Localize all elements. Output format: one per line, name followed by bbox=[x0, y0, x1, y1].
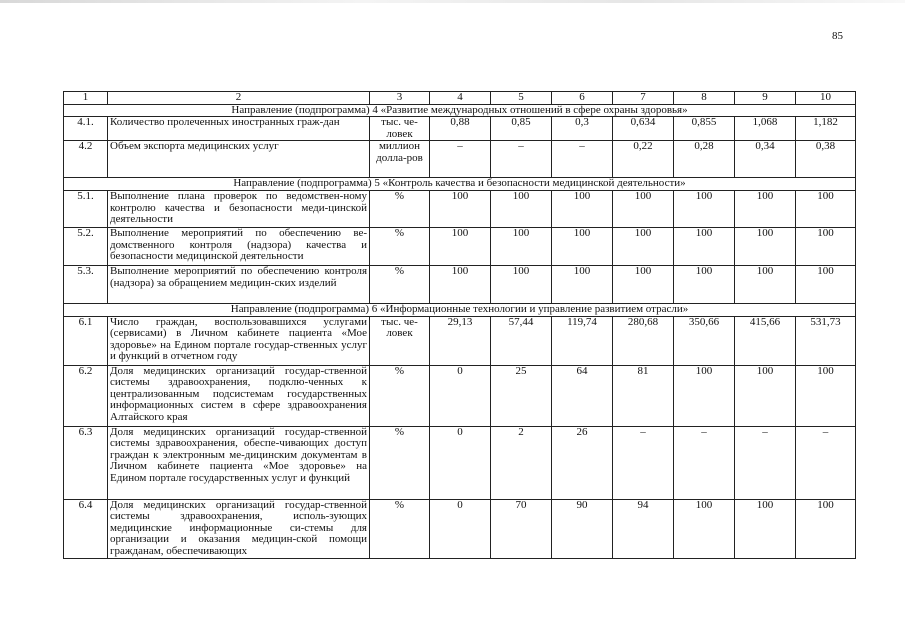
value-cell: 100 bbox=[674, 227, 735, 265]
value-cell: 119,74 bbox=[552, 316, 613, 365]
value-cell: 64 bbox=[552, 365, 613, 426]
indicators-table bbox=[63, 91, 856, 559]
value-cell: 100 bbox=[674, 365, 735, 426]
value-cell: 0,88 bbox=[430, 117, 491, 141]
scan-edge bbox=[0, 0, 905, 3]
value-cell: – bbox=[430, 141, 491, 178]
unit-of-measure: миллион долла-ров bbox=[370, 141, 430, 178]
value-cell: 26 bbox=[552, 426, 613, 499]
value-cell: 100 bbox=[491, 190, 552, 227]
indicator-description: Объем экспорта медицинских услуг bbox=[108, 141, 370, 178]
value-cell: 90 bbox=[552, 499, 613, 558]
indicator-description: Выполнение мероприятий по обеспечению ве-домственного контроля (надзора) качества и безопасности медицинской деятельности bbox=[108, 227, 370, 265]
value-cell: 100 bbox=[735, 499, 796, 558]
value-cell: 0 bbox=[430, 426, 491, 499]
column-number-row bbox=[64, 92, 856, 105]
value-cell: 0,85 bbox=[491, 117, 552, 141]
column-number-cell: 7 bbox=[613, 92, 674, 105]
indicator-description: Количество пролеченных иностранных граж-дан bbox=[108, 117, 370, 141]
value-cell: 100 bbox=[552, 227, 613, 265]
row-number: 4.1. bbox=[64, 117, 108, 141]
value-cell: 100 bbox=[796, 227, 856, 265]
section-title: Направление (подпрограмма) 4 «Развитие международных отношений в сфере охраны здоровья» bbox=[64, 104, 856, 117]
row-number: 6.2 bbox=[64, 365, 108, 426]
column-number-cell: 8 bbox=[674, 92, 735, 105]
column-number-cell: 10 bbox=[796, 92, 856, 105]
column-number-cell: 1 bbox=[64, 92, 108, 105]
indicator-description: Доля медицинских организаций государ-ственной системы здравоохранения, обеспе-чивающих доступ граждан к электронным ме-дицинским документам в Личном кабинете пациента «Мое здоровье» на Едином портале государственных услуг и функций bbox=[108, 426, 370, 499]
value-cell: 100 bbox=[613, 227, 674, 265]
value-cell: 0,22 bbox=[613, 141, 674, 178]
value-cell: 100 bbox=[491, 265, 552, 303]
unit-of-measure: тыс. че-ловек bbox=[370, 316, 430, 365]
page-number: 85 bbox=[832, 30, 843, 42]
value-cell: – bbox=[552, 141, 613, 178]
value-cell: – bbox=[491, 141, 552, 178]
value-cell: 100 bbox=[430, 227, 491, 265]
unit-of-measure: тыс. че-ловек bbox=[370, 117, 430, 141]
value-cell: 70 bbox=[491, 499, 552, 558]
value-cell: 0,38 bbox=[796, 141, 856, 178]
section-title: Направление (подпрограмма) 6 «Информационные технологии и управление развитием отрасли» bbox=[64, 303, 856, 316]
value-cell: 100 bbox=[735, 190, 796, 227]
column-number-cell: 4 bbox=[430, 92, 491, 105]
column-number-cell: 3 bbox=[370, 92, 430, 105]
value-cell: 100 bbox=[674, 265, 735, 303]
table-row bbox=[64, 316, 856, 365]
value-cell: 100 bbox=[796, 499, 856, 558]
value-cell: 0,855 bbox=[674, 117, 735, 141]
indicator-description: Число граждан, воспользовавшихся услугами (сервисами) в Личном кабинете пациента «Мое здоровье» на Едином портале государ-ственных услуг и функций в отчетном году bbox=[108, 316, 370, 365]
column-number-cell: 9 bbox=[735, 92, 796, 105]
value-cell: 1,182 bbox=[796, 117, 856, 141]
table-row bbox=[64, 227, 856, 265]
section-header-row bbox=[64, 178, 856, 191]
unit-of-measure: % bbox=[370, 365, 430, 426]
unit-of-measure: % bbox=[370, 190, 430, 227]
value-cell: 415,66 bbox=[735, 316, 796, 365]
row-number: 6.1 bbox=[64, 316, 108, 365]
section-header-row bbox=[64, 104, 856, 117]
value-cell: 81 bbox=[613, 365, 674, 426]
value-cell: 0,3 bbox=[552, 117, 613, 141]
row-number: 6.4 bbox=[64, 499, 108, 558]
row-number: 4.2 bbox=[64, 141, 108, 178]
value-cell: 2 bbox=[491, 426, 552, 499]
value-cell: 0,634 bbox=[613, 117, 674, 141]
table-row bbox=[64, 499, 856, 558]
value-cell: 0,34 bbox=[735, 141, 796, 178]
table-row bbox=[64, 190, 856, 227]
row-number: 5.3. bbox=[64, 265, 108, 303]
value-cell: 100 bbox=[491, 227, 552, 265]
value-cell: 0,28 bbox=[674, 141, 735, 178]
value-cell: – bbox=[613, 426, 674, 499]
value-cell: 100 bbox=[735, 227, 796, 265]
unit-of-measure: % bbox=[370, 426, 430, 499]
table-row bbox=[64, 117, 856, 141]
value-cell: 100 bbox=[552, 190, 613, 227]
table-row bbox=[64, 141, 856, 178]
indicator-description: Выполнение плана проверок по ведомствен-ному контролю качества и безопасности меди-цинской деятельности bbox=[108, 190, 370, 227]
value-cell: 100 bbox=[735, 365, 796, 426]
column-number-cell: 5 bbox=[491, 92, 552, 105]
value-cell: 100 bbox=[613, 190, 674, 227]
value-cell: 100 bbox=[796, 190, 856, 227]
table-body bbox=[64, 92, 856, 559]
value-cell: 100 bbox=[796, 265, 856, 303]
indicator-description: Доля медицинских организаций государ-ственной системы здравоохранения, исполь-зующих медицинские информационные си-стемы для организации и оказания медицин-ской помощи гражданам, обеспечивающих bbox=[108, 499, 370, 558]
value-cell: 280,68 bbox=[613, 316, 674, 365]
row-number: 5.2. bbox=[64, 227, 108, 265]
value-cell: 0 bbox=[430, 365, 491, 426]
column-number-cell: 2 bbox=[108, 92, 370, 105]
value-cell: 350,66 bbox=[674, 316, 735, 365]
value-cell: 100 bbox=[613, 265, 674, 303]
value-cell: – bbox=[796, 426, 856, 499]
section-title: Направление (подпрограмма) 5 «Контроль качества и безопасности медицинской деятельности» bbox=[64, 178, 856, 191]
table-row bbox=[64, 426, 856, 499]
value-cell: 1,068 bbox=[735, 117, 796, 141]
value-cell: – bbox=[674, 426, 735, 499]
value-cell: 100 bbox=[674, 190, 735, 227]
value-cell: – bbox=[735, 426, 796, 499]
value-cell: 0 bbox=[430, 499, 491, 558]
indicator-description: Доля медицинских организаций государ-ственной системы здравоохранения, подклю-ченных к централизованным подсистемам государственных информационных систем в сфере здравоохранения Алтайского края bbox=[108, 365, 370, 426]
value-cell: 100 bbox=[430, 190, 491, 227]
unit-of-measure: % bbox=[370, 227, 430, 265]
column-number-cell: 6 bbox=[552, 92, 613, 105]
row-number: 6.3 bbox=[64, 426, 108, 499]
value-cell: 100 bbox=[796, 365, 856, 426]
unit-of-measure: % bbox=[370, 265, 430, 303]
table-row bbox=[64, 265, 856, 303]
indicator-description: Выполнение мероприятий по обеспечению контроля (надзора) за обращением медицин-ских изделий bbox=[108, 265, 370, 303]
section-header-row bbox=[64, 303, 856, 316]
row-number: 5.1. bbox=[64, 190, 108, 227]
value-cell: 57,44 bbox=[491, 316, 552, 365]
value-cell: 100 bbox=[552, 265, 613, 303]
value-cell: 94 bbox=[613, 499, 674, 558]
unit-of-measure: % bbox=[370, 499, 430, 558]
value-cell: 29,13 bbox=[430, 316, 491, 365]
value-cell: 100 bbox=[430, 265, 491, 303]
table-row bbox=[64, 365, 856, 426]
value-cell: 100 bbox=[735, 265, 796, 303]
value-cell: 25 bbox=[491, 365, 552, 426]
value-cell: 100 bbox=[674, 499, 735, 558]
value-cell: 531,73 bbox=[796, 316, 856, 365]
